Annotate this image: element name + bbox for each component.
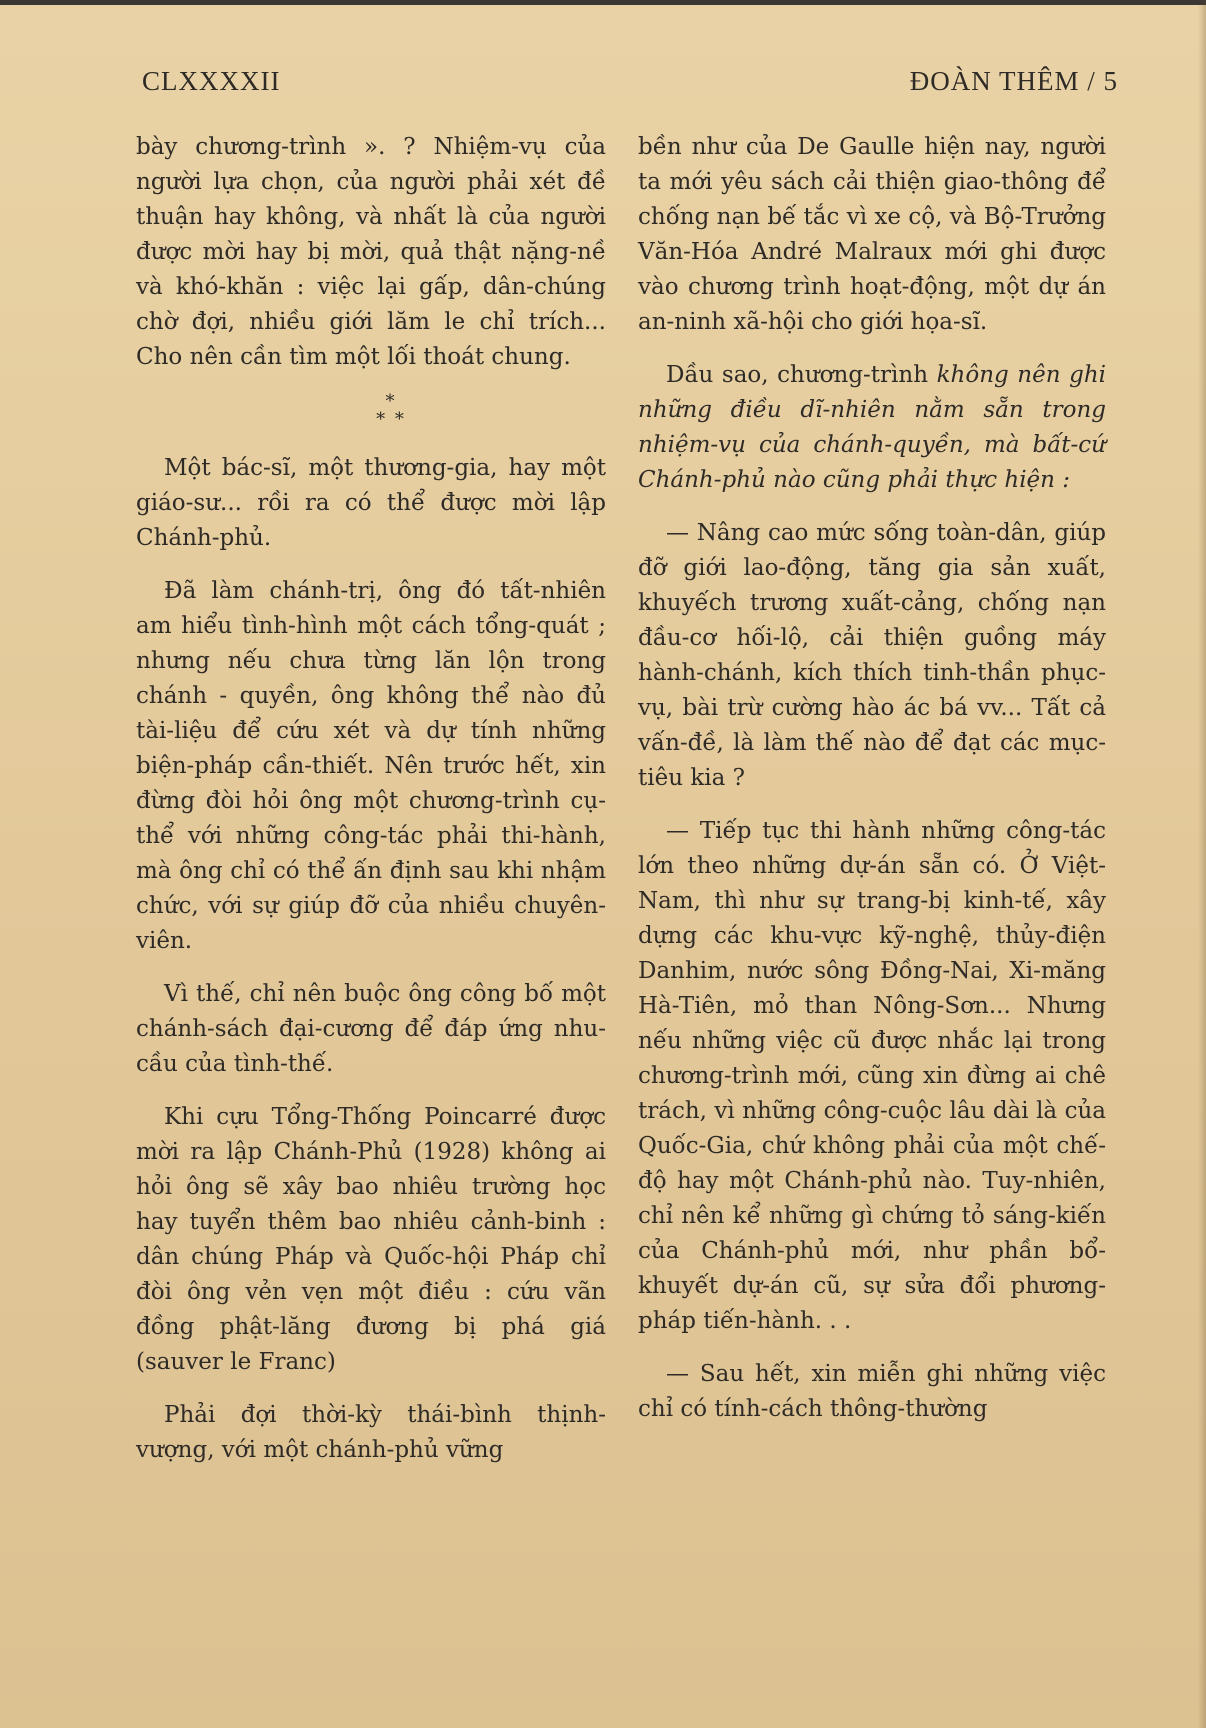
section-separator [176, 393, 606, 429]
paragraph-text: Dầu sao, chương-trình [666, 362, 937, 388]
author-page-number: ĐOÀN THÊM / 5 [909, 66, 1118, 96]
right-column [638, 130, 1106, 1427]
chapter-number: CLXXXXII [142, 66, 281, 96]
page-header [142, 66, 1118, 106]
paragraph: bền như của De Gaulle hiện nay, người ta mới yêu sách cải thiện giao-thông để chống nạn bế tắc vì xe cộ, và Bộ-Trưởng Văn-Hóa André Malraux mới ghi được vào chương trình hoạt-động, một dự án an-ninh xã-hội cho giới họa-sĩ. [638, 134, 1106, 335]
paragraph: Đã làm chánh-trị, ông đó tất-nhiên am hiểu tình-hình một cách tổng-quát ; nhưng nếu chưa từng lăn lộn trong chánh - quyền, ông không thể nào đủ tài-liệu để cứu xét và dự tính những biện-pháp cần-thiết. Nên trước hết, xin đừng đòi hỏi ông một chương-trình cụ-thể với những công-tác phải thi-hành, mà ông chỉ có thể ấn định sau khi nhậm chức, với sự giúp đỡ của nhiều chuyên-viên. [136, 578, 606, 954]
paragraph: Vì thế, chỉ nên buộc ông công bố một chánh-sách đại-cương để đáp ứng nhu-cầu của tình-thế. [136, 981, 606, 1077]
paragraph: bày chương-trình ». ? Nhiệm-vụ của người lựa chọn, của người phải xét đề thuận hay không, và nhất là của người được mời hay bị mời, quả thật nặng-nề và khó-khăn : việc lại gấp, dân-chúng chờ đợi, nhiều giới lăm le chỉ trích... Cho nên cần tìm một lối thoát chung. [136, 134, 606, 370]
paragraph: Một bác-sĩ, một thương-gia, hay một giáo-sư... rồi ra có thể được mời lập Chánh-phủ. [136, 455, 606, 551]
paragraph [638, 358, 1106, 498]
left-column [136, 130, 606, 1468]
list-paragraph: — Sau hết, xin miễn ghi những việc chỉ có tính-cách thông-thường [638, 1361, 1106, 1422]
separator-star-bottom: * * [376, 409, 406, 430]
emphasized-text: không nên ghi những điều dĩ-nhiên nằm sẵn trong nhiệm-vụ của chánh-quyền, mà bất-cứ Chánh-phủ nào cũng phải thực hiện : [638, 362, 1107, 493]
paragraph: Khi cựu Tổng-Thống Poincarré được mời ra lập Chánh-Phủ (1928) không ai hỏi ông sẽ xây bao nhiêu trường học hay tuyển thêm bao nhiêu cảnh-binh : dân chúng Pháp và Quốc-hội Pháp chỉ đòi ông vẻn vẹn một điều : cứu vãn đồng phật-lăng đương bị phá giá (sauver le Franc) [136, 1104, 606, 1375]
paragraph: Phải đợi thời-kỳ thái-bình thịnh-vượng, với một chánh-phủ vững [136, 1402, 606, 1463]
list-paragraph: — Nâng cao mức sống toàn-dân, giúp đỡ giới lao-động, tăng gia sản xuất, khuyếch trương xuất-cảng, chống nạn đầu-cơ hối-lộ, cải thiện guồng máy hành-chánh, kích thích tinh-thần phục-vụ, bài trừ cường hào ác bá vv... Tất cả vấn-đề, là làm thế nào để đạt các mục-tiêu kia ? [638, 520, 1106, 791]
list-paragraph: — Tiếp tục thi hành những công-tác lớn theo những dự-án sẵn có. Ở Việt-Nam, thì như sự trang-bị kinh-tế, xây dựng các khu-vực kỹ-nghệ, thủy-điện Danhim, nước sông Đồng-Nai, Xi-măng Hà-Tiên, mỏ than Nông-Sơn... Nhưng nếu những việc cũ được nhắc lại trong chương-trình mới, cũng xin đừng ai chê trách, vì những công-cuộc lâu dài là của Quốc-Gia, chứ không phải của một chế-độ hay một Chánh-phủ nào. Tuy-nhiên, chỉ nên kể những gì chứng tỏ sáng-kiến của Chánh-phủ mới, như phần bổ-khuyết dự-án cũ, sự sửa đổi phương-pháp tiến-hành. . . [638, 818, 1106, 1334]
separator-star-top: * [385, 391, 397, 412]
